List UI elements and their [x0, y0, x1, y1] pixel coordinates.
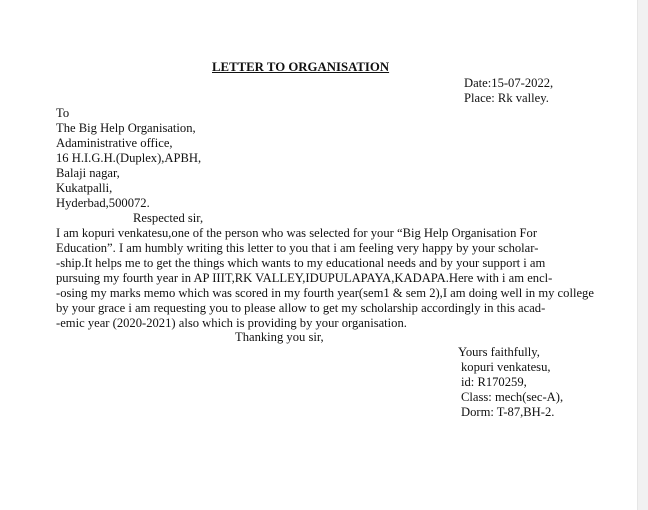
body-line: -ship.It helps me to get the things which wants to my educational needs and by your support i am [56, 256, 546, 270]
address-line: Hyderbad,500072. [56, 196, 150, 210]
address-line: 16 H.I.G.H.(Duplex),APBH, [56, 151, 202, 165]
body-line: pursuing my fourth year in AP IIIT,RK VALLEY,IDUPULAPAYA,KADAPA.Here with i am encl- [56, 271, 553, 285]
letter-title: LETTER TO ORGANISATION [212, 60, 390, 74]
salutation: Respected sir, [133, 211, 204, 225]
body-line: I am kopuri venkatesu,one of the person who was selected for your “Big Help Organisation For [56, 226, 538, 240]
body-line: -osing my marks memo which was scored in my fourth year(sem1 & sem 2),I am doing well in my college [56, 286, 594, 300]
address-line: Balaji nagar, [56, 166, 120, 180]
letter-place: Place: Rk valley. [464, 91, 549, 105]
signature-line: id: R170259, [461, 375, 527, 389]
thanks-line: Thanking you sir, [235, 330, 324, 344]
address-line: Kukatpalli, [56, 181, 113, 195]
vertical-scrollbar[interactable] [637, 0, 648, 510]
body-line: -emic year (2020-2021) also which is providing by your organisation. [56, 316, 407, 330]
signature-line: Dorm: T-87,BH-2. [461, 405, 555, 419]
address-line: The Big Help Organisation, [56, 121, 196, 135]
letter-date: Date:15-07-2022, [464, 76, 554, 90]
address-line: Adaministrative office, [56, 136, 173, 150]
closing-line: Yours faithfully, [458, 345, 540, 359]
signature-line: kopuri venkatesu, [461, 360, 551, 374]
body-line: Education”. I am humbly writing this letter to you that i am feeling very happy by your scholar- [56, 241, 539, 255]
signature-line: Class: mech(sec-A), [461, 390, 564, 404]
recipient-to: To [56, 106, 70, 120]
body-line: by your grace i am requesting you to please allow to get my scholarship accordingly in this acad- [56, 301, 546, 315]
